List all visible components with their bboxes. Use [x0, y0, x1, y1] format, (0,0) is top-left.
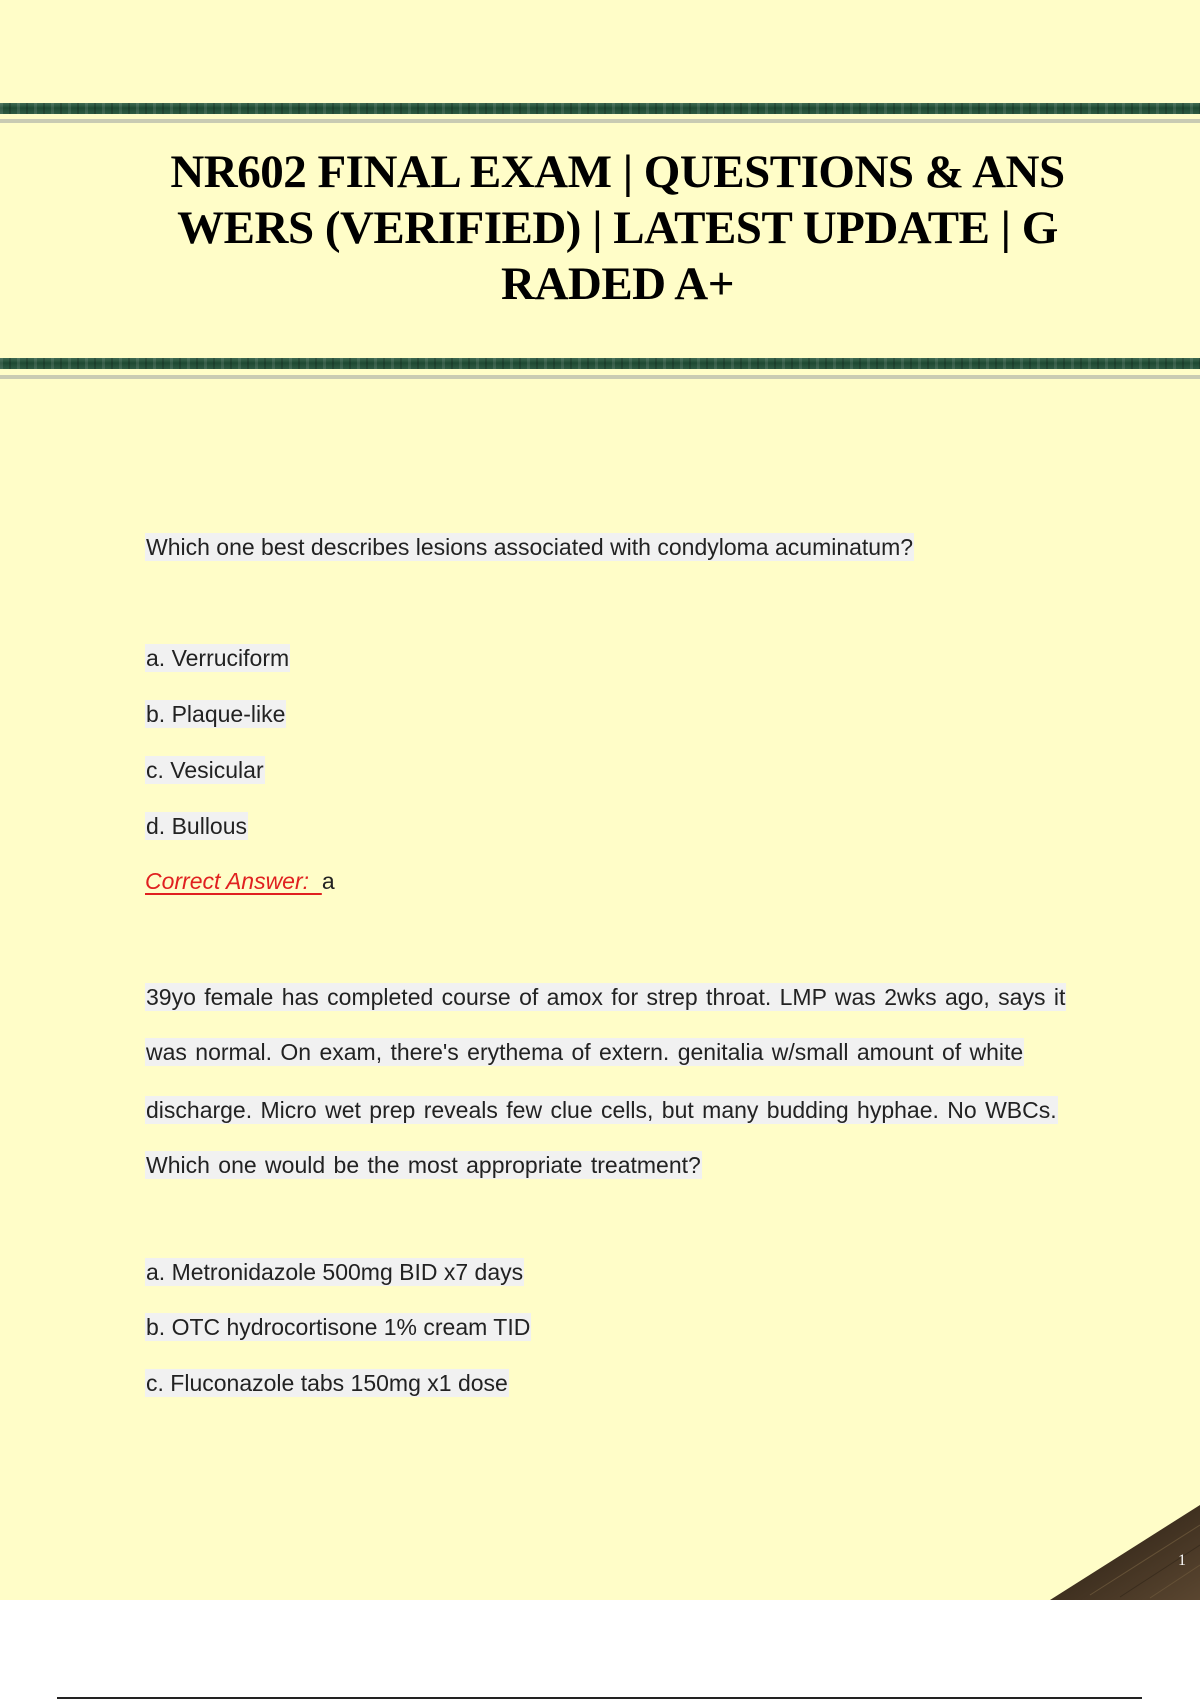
header-top-rule [0, 103, 1200, 114]
header-top-thin-rule [0, 119, 1200, 123]
title-line-3: RADED A+ [501, 258, 734, 310]
header-top-band [0, 103, 1200, 123]
header-bottom-thin-rule [0, 375, 1200, 379]
option-text: c. Fluconazole tabs 150mg x1 dose [146, 1370, 508, 1396]
question-1-option-c [145, 757, 265, 784]
option-text: d. Bullous [146, 813, 248, 839]
option-text: a. Verruciform [146, 645, 290, 671]
question-2-option-a [145, 1259, 524, 1286]
question-2-option-c [145, 1370, 509, 1397]
question-1-option-d [145, 813, 248, 840]
correct-answer-label: Correct Answer: [145, 868, 322, 894]
header-bottom-rule [0, 358, 1200, 369]
document-title [140, 144, 1095, 312]
option-text: c. Vesicular [146, 757, 264, 783]
question-2-line-text: was normal. On exam, there's erythema of extern. genitalia w/small amount of white [146, 1039, 1024, 1065]
question-1-option-b [145, 701, 286, 728]
page-number: 1 [1178, 1552, 1186, 1569]
question-2-line [145, 1039, 1024, 1066]
option-text: a. Metronidazole 500mg BID x7 days [146, 1259, 524, 1285]
correct-answer-value: a [321, 868, 335, 894]
question-2-line-text: 39yo female has completed course of amox for strep throat. LMP was 2wks ago, says it [146, 984, 1066, 1010]
title-line-1: NR602 FINAL EXAM | QUESTIONS & ANS [170, 146, 1065, 198]
question-1-answer [145, 868, 335, 895]
header-bottom-band [0, 358, 1200, 378]
option-text: b. Plaque-like [146, 701, 286, 727]
question-1-option-a [145, 645, 290, 672]
question-2-line-text: discharge. Micro wet prep reveals few clue cells, but many budding hyphae. No WBCs. [146, 1097, 1057, 1123]
question-2-line-text: Which one would be the most appropriate treatment? [146, 1152, 701, 1178]
question-1 [145, 534, 914, 561]
footer-rule [57, 1697, 1142, 1699]
question-2-line [145, 984, 1066, 1011]
title-line-2: WERS (VERIFIED) | LATEST UPDATE | G [177, 202, 1058, 254]
option-text: b. OTC hydrocortisone 1% cream TID [146, 1314, 531, 1340]
question-2-option-b [145, 1314, 531, 1341]
question-1-text: Which one best describes lesions associated with condyloma acuminatum? [146, 534, 914, 560]
question-2-line [145, 1152, 702, 1179]
question-2-line [145, 1097, 1058, 1124]
